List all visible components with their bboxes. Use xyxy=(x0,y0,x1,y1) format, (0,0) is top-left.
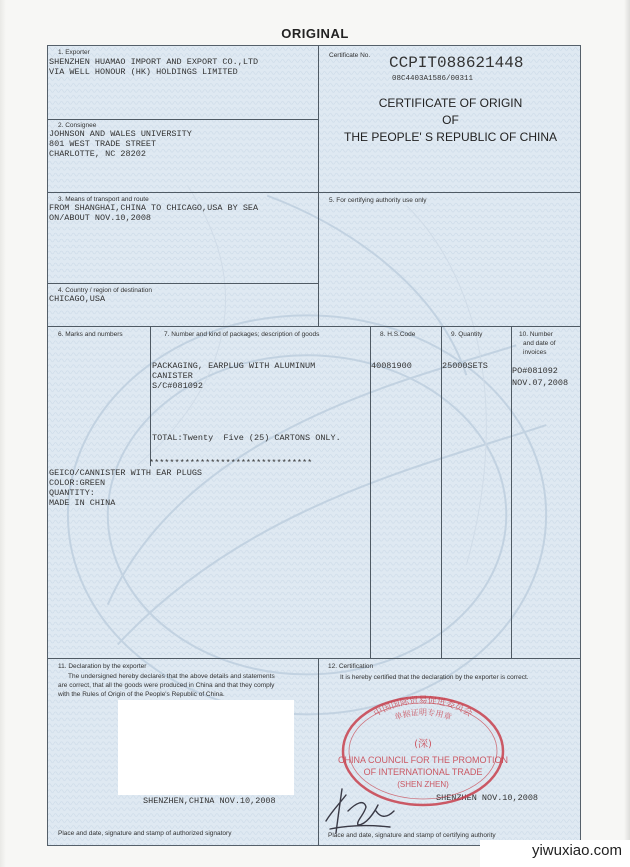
transport-line-2: ON/ABOUT NOV.10,2008 xyxy=(49,213,152,223)
declaration-label: 11. Declaration by the exporter xyxy=(58,663,147,670)
seal-chinese-center: (深) xyxy=(414,739,432,750)
transport-label: 3. Means of transport and route xyxy=(58,196,149,203)
certifying-label: 5. For certifying authority use only xyxy=(329,197,427,204)
title-line-1: CERTIFICATE OF ORIGIN xyxy=(378,96,523,110)
exporter-line-1: SHENZHEN HUAMAO IMPORT AND EXPORT CO.,LTD xyxy=(49,57,259,67)
col-invoice-label-1: 10. Number xyxy=(519,331,553,338)
seal-english-line-1: CHINA COUNCIL FOR THE PROMOTION xyxy=(338,755,508,765)
divider-h-5 xyxy=(48,658,581,659)
certification-footer: Place and date, signature and stamp of certifying authority xyxy=(328,832,496,839)
goods-stars: ******************************** xyxy=(149,458,313,468)
svg-text:单据证明专用章 xyxy=(393,707,453,722)
divider-v-qty xyxy=(441,326,442,658)
quantity-value: 25000SETS xyxy=(442,361,488,371)
certification-place-date: SHENZHEN NOV.10,2008 xyxy=(436,793,539,803)
certificate-form xyxy=(47,45,581,846)
seal-chinese-mid: 单据证明专用章 xyxy=(393,708,453,722)
declaration-text-3: with the Rules of Origin of the People's Republic of China. xyxy=(58,691,225,698)
divider-v-marks xyxy=(150,326,151,466)
declaration-text-1: The undersigned hereby declares that the above details and statements xyxy=(68,673,275,680)
exporter-line-2: VIA WELL HONOUR (HK) HOLDINGS LIMITED xyxy=(49,67,238,77)
marks-line-2: COLOR:GREEN xyxy=(49,478,106,488)
title-line-2: OF xyxy=(442,113,459,127)
marks-line-4: MADE IN CHINA xyxy=(49,498,116,508)
seal-english-line-2: OF INTERNATIONAL TRADE xyxy=(363,767,483,777)
goods-desc-line-3: S/C#081092 xyxy=(152,381,204,391)
col-hscode-label: 8. H.S.Code xyxy=(380,331,416,338)
goods-desc-line-2: CANISTER xyxy=(152,371,193,381)
certification-text: It is hereby certified that the declaration by the exporter is correct. xyxy=(340,674,529,681)
marks-line-3: QUANTITY: xyxy=(49,488,95,498)
invoice-line-2: NOV.07,2008 xyxy=(512,378,569,388)
country-value: CHICAGO,USA xyxy=(49,294,106,304)
consignee-label: 2. Consignee xyxy=(58,122,97,129)
col-invoice-label-3: invoices xyxy=(523,349,547,356)
declaration-text-2: are correct, that all the goods were produced in China and that they comply xyxy=(58,682,275,689)
certificate-number-label: Certificate No. xyxy=(329,52,371,59)
certification-label: 12. Certification xyxy=(328,663,374,670)
divider-v-top xyxy=(318,46,319,326)
redaction-box xyxy=(118,700,294,795)
col-invoice-label-2: and date of xyxy=(523,340,556,347)
divider-v-hs xyxy=(370,326,371,658)
handwritten-signature xyxy=(320,781,410,837)
marks-line-1: GEICO/CANNISTER WITH EAR PLUGS xyxy=(49,468,203,478)
goods-desc-line-1: PACKAGING, EARPLUG WITH ALUMINUM xyxy=(152,361,316,371)
invoice-line-1: PO#081092 xyxy=(512,366,558,376)
goods-total: TOTAL:Twenty Five (25) CARTONS ONLY. xyxy=(152,433,341,443)
divider-h-4 xyxy=(48,326,581,327)
seal-english-line-3: (SHEN ZHEN) xyxy=(397,780,449,789)
certificate-number: CCPIT088621448 xyxy=(389,54,524,72)
consignee-line-3: CHARLOTTE, NC 28202 xyxy=(49,149,146,159)
col-marks-label: 6. Marks and numbers xyxy=(58,331,123,338)
certificate-sub-number: 08C4403A1586/00311 xyxy=(392,75,474,83)
original-heading: ORIGINAL xyxy=(281,26,349,41)
hs-code-value: 40081900 xyxy=(371,361,412,371)
divider-v-bottom xyxy=(318,658,319,846)
seal-chinese-top: 中国国际贸易促进委员会 xyxy=(372,696,474,720)
declaration-footer: Place and date, signature and stamp of authorized signatory xyxy=(58,830,232,837)
divider-h-2 xyxy=(48,192,581,193)
title-line-3: THE PEOPLE' S REPUBLIC OF CHINA xyxy=(343,130,557,144)
col-packages-label: 7. Number and kind of packages; description of goods xyxy=(164,331,320,338)
consignee-line-2: 801 WEST TRADE STREET xyxy=(49,139,157,149)
declaration-place-date: SHENZHEN,CHINA NOV.10,2008 xyxy=(143,796,276,806)
divider-h-3 xyxy=(48,283,318,284)
transport-line-1: FROM SHANGHAI,CHINA TO CHICAGO,USA BY SEA xyxy=(49,203,259,213)
exporter-label: 1. Exporter xyxy=(58,49,90,56)
divider-h-1 xyxy=(48,119,318,120)
country-label: 4. Country / region of destination xyxy=(58,287,152,294)
consignee-line-1: JOHNSON AND WALES UNIVERSITY xyxy=(49,129,192,139)
col-quantity-label: 9. Quantity xyxy=(451,331,483,338)
watermark-text: yiwuxiao.com xyxy=(531,842,622,859)
